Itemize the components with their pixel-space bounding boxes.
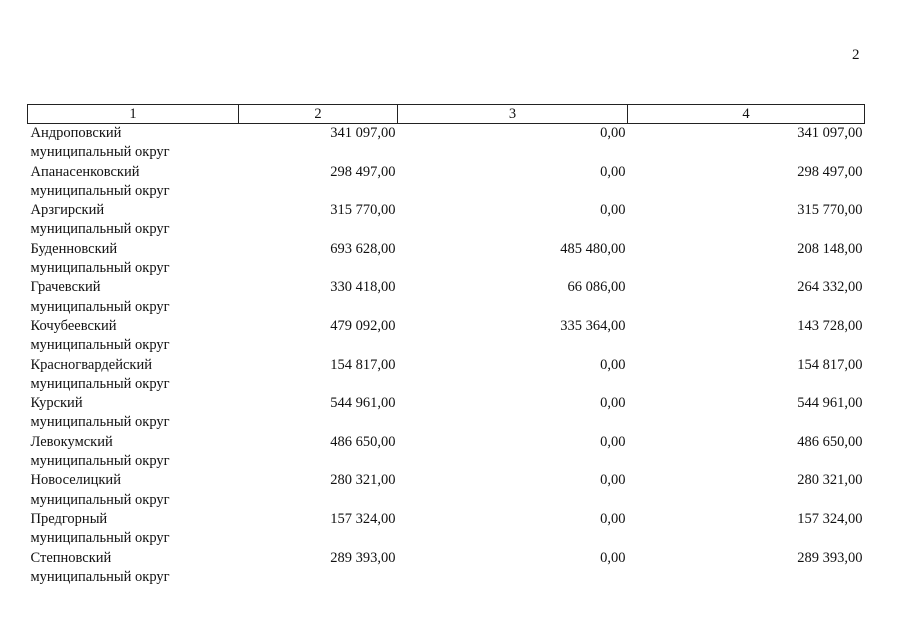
- district-name: Арзгирский: [30, 202, 105, 219]
- table-row: [28, 394, 865, 433]
- district-name: Степновский: [30, 549, 112, 566]
- district-name-cell: [28, 510, 239, 549]
- table-body: [28, 124, 865, 588]
- district-name: Буденновский: [30, 240, 118, 257]
- table-row: [28, 163, 865, 202]
- value-cell-col-4: 280 321,00: [797, 472, 863, 489]
- district-type: муниципальный округ: [30, 375, 170, 392]
- value-cell-col-3: 485 480,00: [560, 240, 626, 257]
- value-cell-col-3: 0,00: [600, 202, 626, 219]
- district-type: муниципальный округ: [30, 453, 170, 470]
- district-name-cell: [28, 124, 239, 163]
- value-cell-col-2: 693 628,00: [330, 240, 396, 257]
- allocation-table: [27, 104, 865, 587]
- value-cell-col-4: 315 770,00: [797, 202, 863, 219]
- district-name: Кочубеевский: [30, 317, 117, 334]
- district-name: Новоселицкий: [30, 472, 121, 489]
- district-type: муниципальный округ: [30, 144, 170, 161]
- value-cell-col-4: 289 393,00: [797, 549, 863, 566]
- district-name-cell: [28, 317, 239, 356]
- value-cell-col-4: 341 097,00: [797, 125, 863, 141]
- table-row: [28, 201, 865, 240]
- district-name-cell: [28, 471, 239, 510]
- district-name-cell: [28, 201, 239, 240]
- value-cell-col-2: 289 393,00: [330, 549, 396, 566]
- district-type: муниципальный округ: [30, 491, 170, 508]
- district-name-cell: [28, 433, 239, 472]
- district-type: муниципальный округ: [30, 221, 170, 238]
- column-header-4: 4: [628, 105, 865, 124]
- district-name-cell: [28, 356, 239, 395]
- value-cell-col-3: 0,00: [600, 163, 626, 180]
- value-cell-col-3: 0,00: [600, 433, 626, 450]
- value-cell-col-4: 143 728,00: [797, 317, 863, 334]
- value-cell-col-2: 280 321,00: [330, 472, 396, 489]
- district-type: муниципальный округ: [30, 414, 170, 431]
- value-cell-col-2: 479 092,00: [330, 317, 396, 334]
- district-type: муниципальный округ: [30, 568, 170, 585]
- column-header-2: 2: [239, 105, 398, 124]
- value-cell-col-4: 298 497,00: [797, 163, 863, 180]
- page-number: 2: [852, 47, 860, 63]
- value-cell-col-4: 157 324,00: [797, 510, 863, 527]
- table-row: [28, 240, 865, 279]
- district-name: Левокумский: [30, 433, 113, 450]
- column-header-3: 3: [398, 105, 628, 124]
- value-cell-col-3: 0,00: [600, 125, 626, 141]
- table-row: [28, 278, 865, 317]
- district-name-cell: [28, 278, 239, 317]
- value-cell-col-2: 341 097,00: [330, 125, 396, 141]
- table-row: [28, 510, 865, 549]
- table-row: [28, 124, 865, 163]
- district-type: муниципальный округ: [30, 182, 170, 199]
- district-name: Предгорный: [30, 510, 108, 527]
- value-cell-col-3: 0,00: [600, 549, 626, 566]
- value-cell-col-3: 0,00: [600, 395, 626, 412]
- table-row: [28, 471, 865, 510]
- table-row: [28, 433, 865, 472]
- district-name-cell: [28, 394, 239, 433]
- value-cell-col-2: 315 770,00: [330, 202, 396, 219]
- value-cell-col-3: 335 364,00: [560, 317, 626, 334]
- district-name: Курский: [30, 395, 83, 412]
- value-cell-col-2: 298 497,00: [330, 163, 396, 180]
- value-cell-col-3: 66 086,00: [567, 279, 626, 296]
- value-cell-col-3: 0,00: [600, 510, 626, 527]
- value-cell-col-4: 544 961,00: [797, 395, 863, 412]
- value-cell-col-4: 486 650,00: [797, 433, 863, 450]
- district-name: Апанасенковский: [30, 163, 140, 180]
- table-row: [28, 549, 865, 588]
- value-cell-col-2: 330 418,00: [330, 279, 396, 296]
- district-name-cell: [28, 549, 239, 588]
- table-row: [28, 317, 865, 356]
- column-header-1: 1: [28, 105, 239, 124]
- district-type: муниципальный округ: [30, 260, 170, 277]
- table-header-row: [28, 105, 865, 124]
- district-type: муниципальный округ: [30, 298, 170, 315]
- district-type: муниципальный округ: [30, 530, 170, 547]
- value-cell-col-3: 0,00: [600, 356, 626, 373]
- value-cell-col-4: 208 148,00: [797, 240, 863, 257]
- district-name-cell: [28, 163, 239, 202]
- district-name: Андроповский: [30, 125, 122, 141]
- table-row: [28, 356, 865, 395]
- value-cell-col-3: 0,00: [600, 472, 626, 489]
- value-cell-col-2: 486 650,00: [330, 433, 396, 450]
- district-name: Красногвардейский: [30, 356, 152, 373]
- value-cell-col-2: 157 324,00: [330, 510, 396, 527]
- district-name-cell: [28, 240, 239, 279]
- district-name: Грачевский: [30, 279, 101, 296]
- value-cell-col-4: 264 332,00: [797, 279, 863, 296]
- district-type: муниципальный округ: [30, 337, 170, 354]
- value-cell-col-2: 544 961,00: [330, 395, 396, 412]
- value-cell-col-4: 154 817,00: [797, 356, 863, 373]
- value-cell-col-2: 154 817,00: [330, 356, 396, 373]
